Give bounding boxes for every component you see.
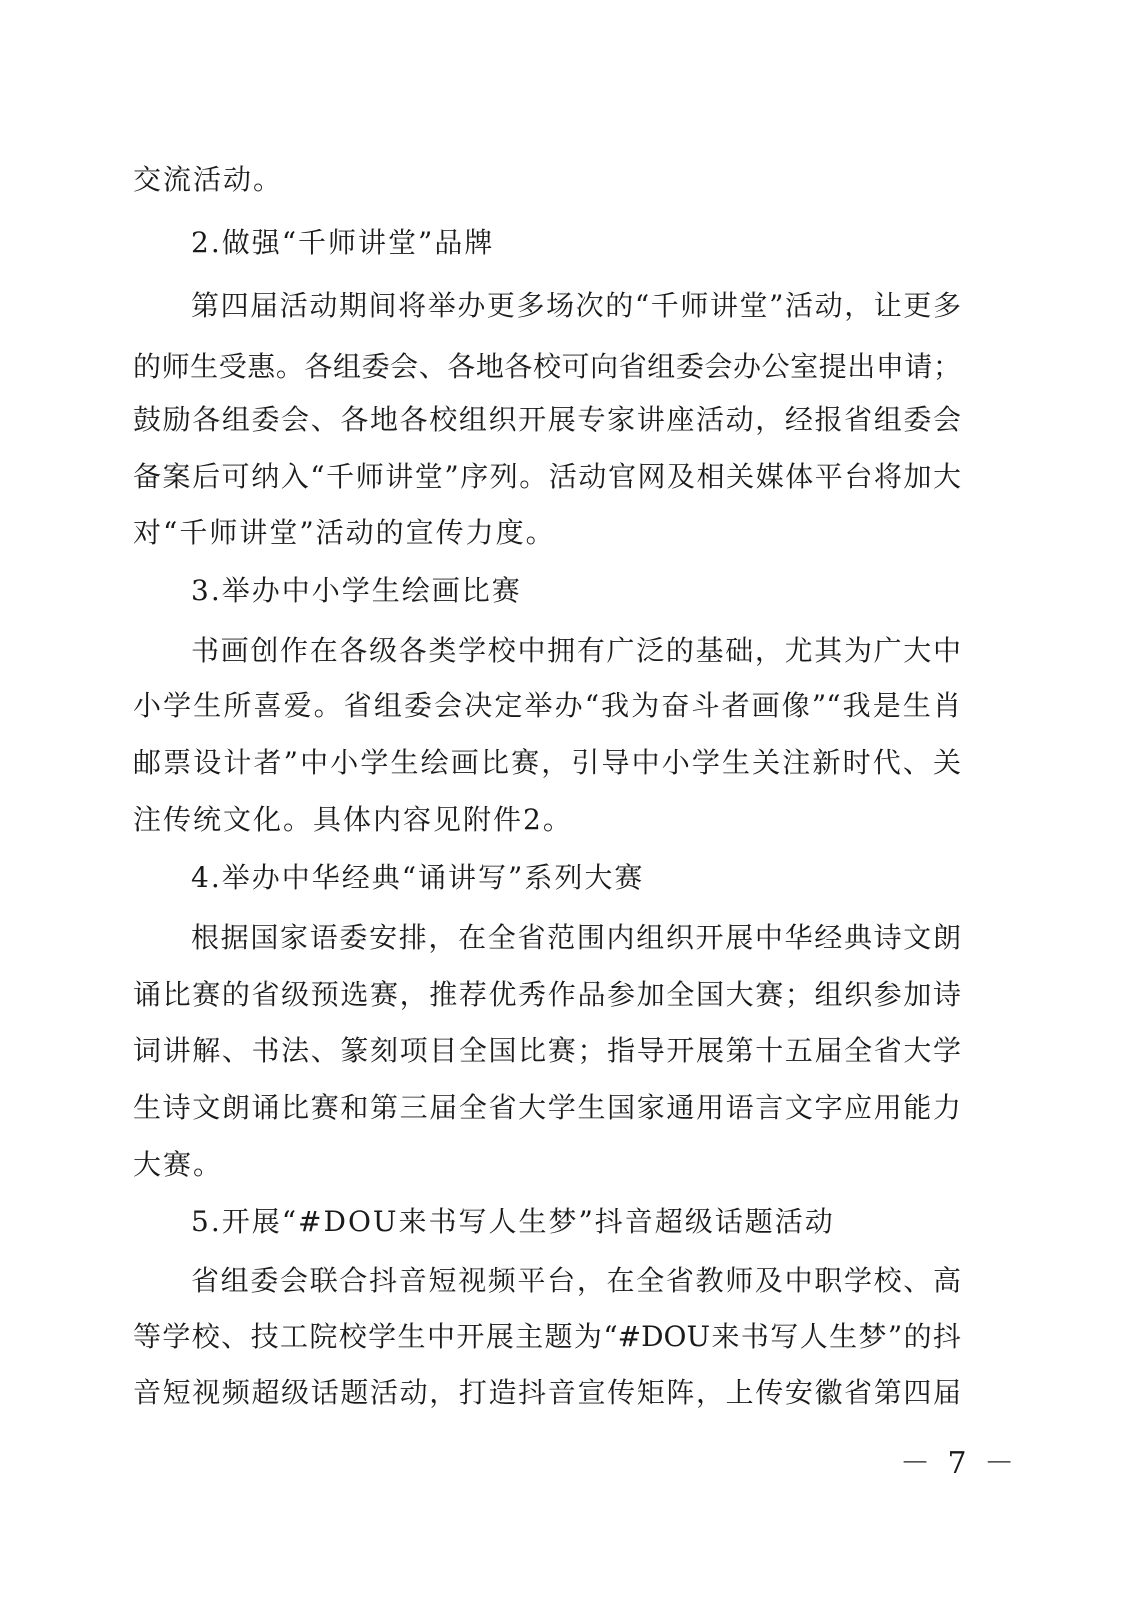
body-line: 等学校、技工院校学生中开展主题为“#DOU来书写人生梦”的抖 bbox=[133, 1320, 961, 1353]
body-line: 的师生受惠。各组委会、各地各校可向省组委会办公室提出申请； bbox=[133, 350, 961, 383]
body-line: 小学生所喜爱。省组委会决定举办“我为奋斗者画像”“我是生肖 bbox=[133, 689, 961, 722]
body-line: 备案后可纳入“千师讲堂”序列。活动官网及相关媒体平台将加大 bbox=[133, 460, 961, 493]
body-line: 对“千师讲堂”活动的宣传力度。 bbox=[133, 516, 556, 549]
section-heading: 2.做强“千师讲堂”品牌 bbox=[191, 226, 495, 259]
body-line: 鼓励各组委会、各地各校组织开展专家讲座活动，经报省组委会 bbox=[133, 403, 961, 436]
body-line: 生诗文朗诵比赛和第三届全省大学生国家通用语言文字应用能力 bbox=[133, 1091, 961, 1124]
body-line: 音短视频超级话题活动，打造抖音宣传矩阵，上传安徽省第四届 bbox=[133, 1376, 961, 1409]
body-line: 词讲解、书法、篆刻项目全国比赛；指导开展第十五届全省大学 bbox=[133, 1034, 961, 1067]
body-line: 交流活动。 bbox=[133, 163, 284, 196]
body-line: 诵比赛的省级预选赛，推荐优秀作品参加全国大赛；组织参加诗 bbox=[133, 978, 961, 1011]
body-line: 书画创作在各级各类学校中拥有广泛的基础，尤其为广大中 bbox=[191, 634, 961, 667]
body-line: 邮票设计者”中小学生绘画比赛，引导中小学生关注新时代、关 bbox=[133, 746, 961, 779]
page-number: － 7 － bbox=[900, 1446, 1019, 1481]
section-heading: 3.举办中小学生绘画比赛 bbox=[191, 574, 522, 607]
section-heading: 5.开展“#DOU来书写人生梦”抖音超级话题活动 bbox=[191, 1205, 835, 1238]
body-line: 第四届活动期间将举办更多场次的“千师讲堂”活动，让更多 bbox=[191, 289, 961, 322]
body-line: 省组委会联合抖音短视频平台，在全省教师及中职学校、高 bbox=[191, 1264, 961, 1297]
body-line: 根据国家语委安排，在全省范围内组织开展中华经典诗文朗 bbox=[191, 921, 961, 954]
section-heading: 4.举办中华经典“诵讲写”系列大赛 bbox=[191, 861, 645, 894]
body-line: 大赛。 bbox=[133, 1148, 224, 1181]
body-line: 注传统文化。具体内容见附件2。 bbox=[133, 803, 573, 836]
